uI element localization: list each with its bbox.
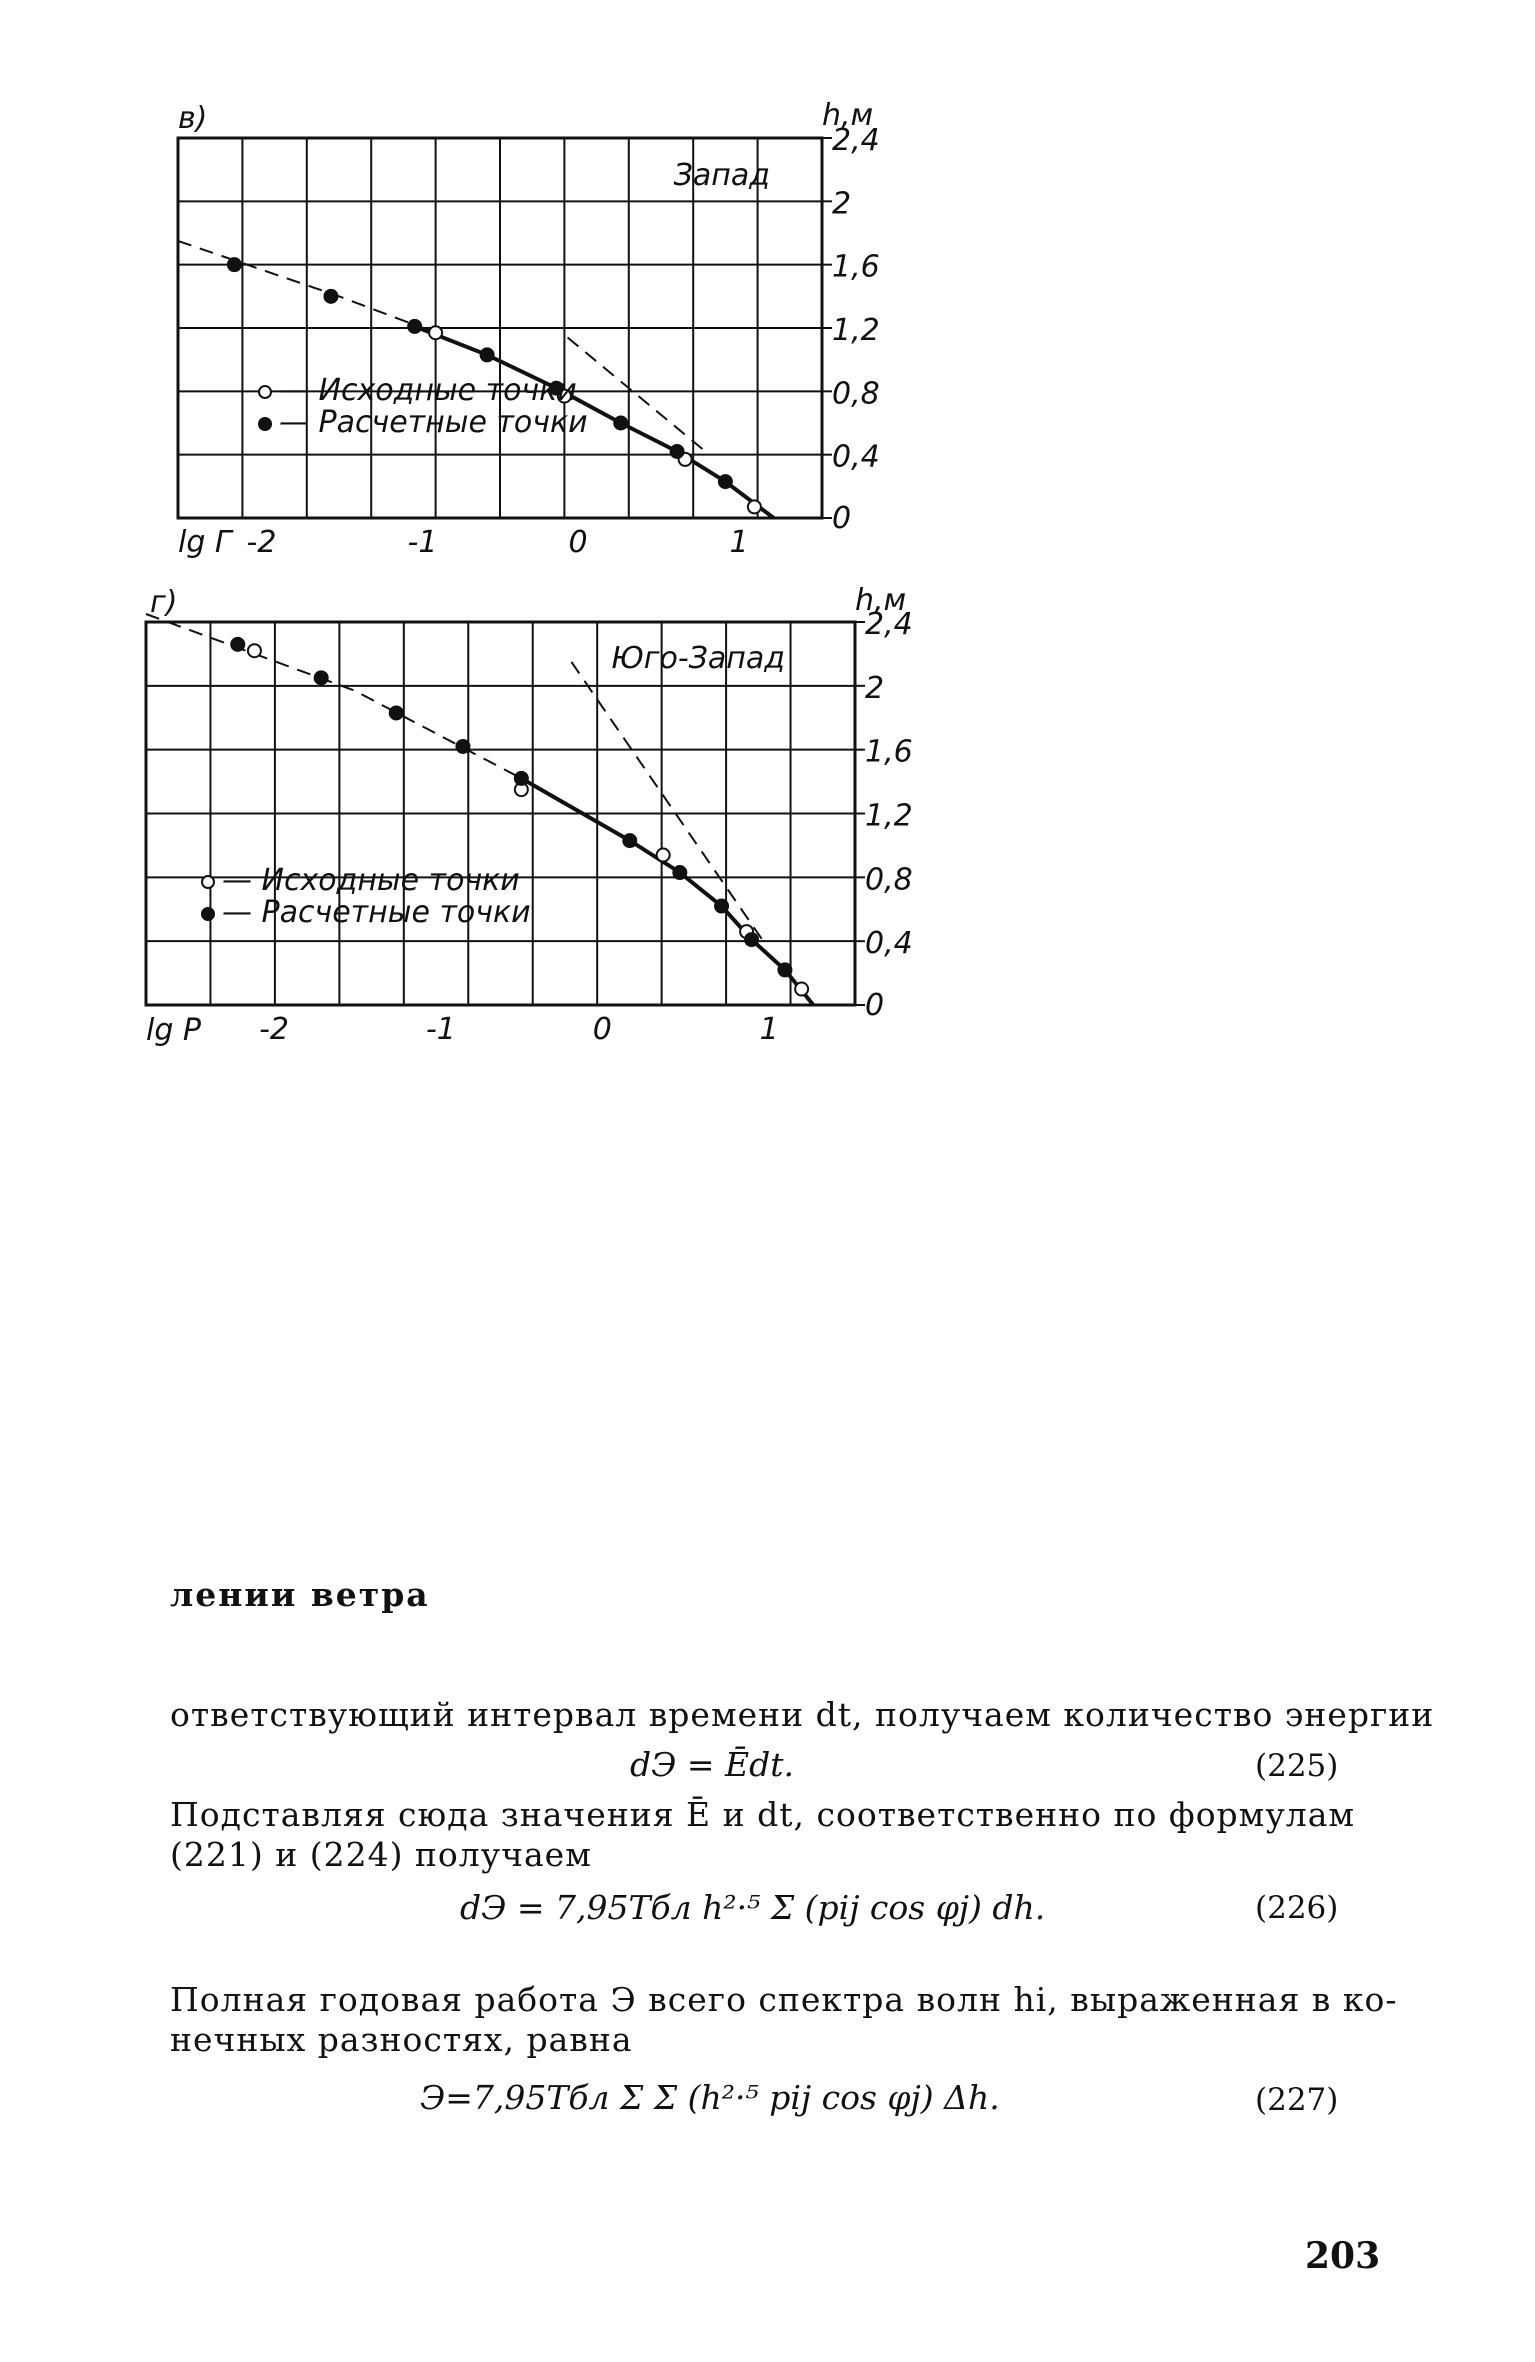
fit-curve (521, 778, 813, 1005)
y-tick-label: 2,4 (865, 607, 913, 642)
panel-label: г) (150, 585, 178, 620)
y-tick-label: 2,4 (832, 123, 880, 158)
y-tick-label: 1,6 (832, 249, 880, 285)
x-axis-label: lg Г (178, 525, 232, 560)
y-axis-label: h,м (855, 583, 907, 618)
legend-label: — Расчетные точки (222, 895, 531, 930)
text-line-3: (221) и (224) получаем (170, 1835, 592, 1874)
chart-title: Запад (673, 158, 770, 193)
legend-open-marker (202, 876, 214, 888)
calculated-point (778, 963, 791, 976)
calculated-point (315, 671, 328, 684)
y-tick-label: 0,8 (865, 862, 913, 898)
page-number: 203 (1305, 2235, 1381, 2277)
y-tick-label: 1,2 (832, 313, 880, 348)
initial-point (248, 644, 261, 657)
text-line-2: Подставляя сюда значения Ē и dt, соответственно по формулам (170, 1795, 1356, 1834)
x-axis-label: lg P (146, 1013, 202, 1048)
calculated-point (623, 834, 636, 847)
y-tick-label: 1,6 (865, 734, 913, 770)
calculated-point (745, 933, 758, 946)
figure-caption: лении ветра (170, 1575, 430, 1614)
equation-226-number: (226) (1255, 1890, 1339, 1926)
calculated-point (456, 740, 469, 753)
initial-point (657, 848, 670, 861)
legend-label: — Исходные точки (222, 863, 520, 898)
x-tick-label: -1 (407, 525, 438, 560)
equation-226: dЭ = 7,95Tбл h²·⁵ Σ (pij cos φj) dh. (460, 1888, 1046, 1927)
extrapolation-line (146, 614, 521, 778)
y-tick-label: 0 (865, 988, 885, 1023)
x-tick-label: -2 (259, 1012, 290, 1047)
calculated-point (390, 706, 403, 719)
y-tick-label: 1,2 (865, 798, 913, 834)
equation-227-number: (227) (1255, 2082, 1339, 2118)
panel-label: в) (178, 101, 208, 136)
y-tick-label: 0,4 (865, 926, 913, 962)
equation-225-number: (225) (1255, 1748, 1339, 1784)
y-axis-label: h,м (822, 98, 874, 133)
initial-point (795, 983, 808, 996)
text-line-1: ответствующий интервал времени dt, получаем количество энергии (170, 1695, 1435, 1734)
y-tick-label: 0,8 (832, 376, 880, 412)
chart-title: Юго-Запад (611, 641, 785, 676)
legend-label: — Расчетные точки (279, 405, 588, 440)
calculated-point (515, 772, 528, 785)
calculated-point (715, 900, 728, 913)
x-tick-label: 1 (759, 1012, 779, 1047)
equation-227: Э=7,95Tбл Σ Σ (h²·⁵ pij cos φj) Δh. (420, 2078, 1000, 2117)
legend-label: — Исходные точки (279, 373, 577, 408)
x-tick-label: 1 (729, 525, 749, 560)
x-tick-label: 0 (568, 525, 588, 560)
x-tick-label: 0 (592, 1012, 612, 1047)
text-line-4: Полная годовая работа Э всего спектра волн hi, выраженная в ко- (170, 1980, 1398, 2019)
x-tick-label: -1 (425, 1012, 456, 1047)
text-line-5: нечных разностях, равна (170, 2020, 633, 2059)
tangent-line (571, 662, 766, 946)
calculated-point (673, 866, 686, 879)
y-tick-label: 2 (865, 670, 885, 706)
legend-filled-marker (202, 908, 214, 920)
calculated-point (231, 638, 244, 651)
y-tick-label: 2 (832, 186, 852, 222)
x-tick-label: -2 (246, 525, 277, 560)
y-tick-label: 0 (832, 501, 852, 536)
equation-225: dЭ = Ēdt. (630, 1745, 794, 1784)
y-tick-label: 0,4 (832, 439, 880, 475)
